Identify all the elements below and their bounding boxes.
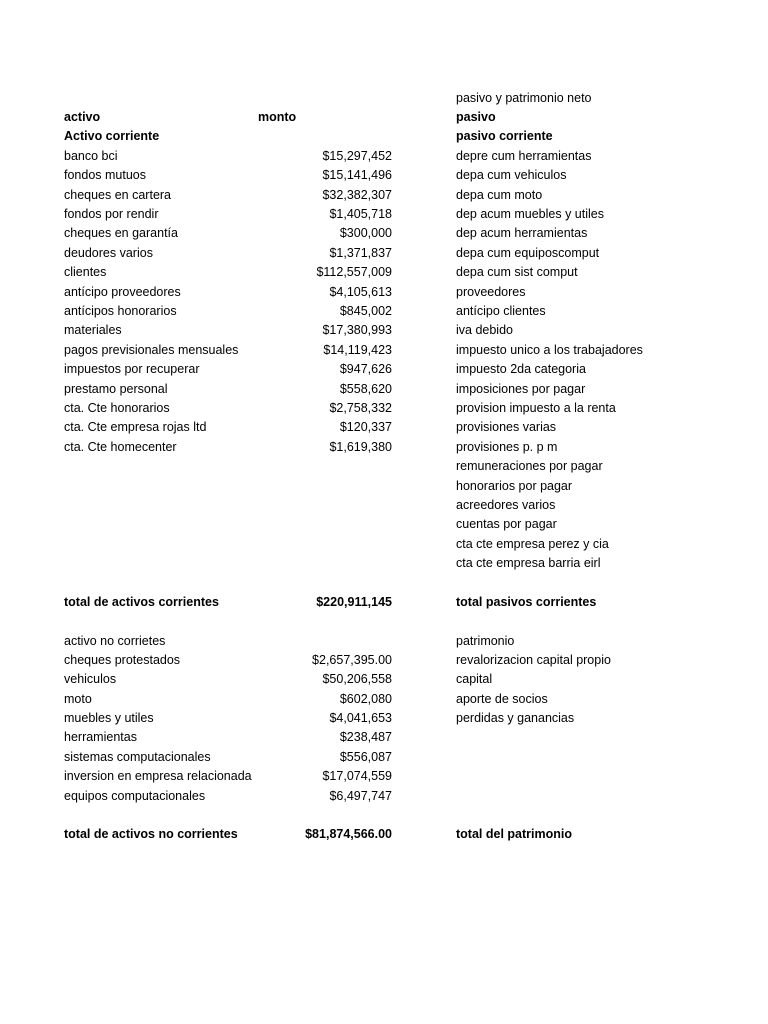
asset-amount: $50,206,558 [322, 672, 392, 686]
asset-row [64, 341, 392, 360]
liability-row [456, 283, 756, 302]
asset-row [64, 728, 392, 747]
asset-label: fondos por rendir [64, 207, 159, 221]
asset-row [64, 205, 392, 224]
liability-label: dep acum muebles y utiles [456, 207, 604, 221]
liability-label: depa cum equiposcomput [456, 246, 600, 260]
asset-row [64, 399, 392, 418]
liability-label: cta cte empresa perez y cia [456, 537, 609, 551]
asset-row [64, 321, 392, 340]
liability-label: impuesto unico a los trabajadores [456, 343, 643, 357]
equity-label: revalorizacion capital propio [456, 653, 611, 667]
equity-label: perdidas y ganancias [456, 711, 575, 725]
asset-row [64, 244, 392, 263]
liability-label: depa cum vehiculos [456, 168, 567, 182]
current-assets-title-row [64, 127, 392, 146]
equity-row [456, 670, 756, 689]
liability-row [456, 515, 756, 534]
asset-label: cta. Cte honorarios [64, 401, 170, 415]
noncurrent-assets-total-label: total de activos no corrientes [64, 827, 238, 841]
asset-label: sistemas computacionales [64, 750, 211, 764]
current-assets-title: Activo corriente [64, 129, 160, 143]
liability-row [456, 205, 756, 224]
asset-amount: $300,000 [339, 226, 392, 240]
liabilities-subtitle-row [456, 108, 756, 127]
assets-header-row [64, 108, 392, 127]
liability-label: remuneraciones por pagar [456, 459, 603, 473]
liability-label: imposiciones por pagar [456, 382, 586, 396]
asset-amount: $4,105,613 [329, 285, 392, 299]
liability-row [456, 341, 756, 360]
liability-row [456, 496, 756, 515]
asset-amount: $112,557,009 [316, 265, 392, 279]
asset-row [64, 651, 392, 670]
asset-label: prestamo personal [64, 382, 168, 396]
liability-row [456, 380, 756, 399]
asset-label: deudores varios [64, 246, 153, 260]
noncurrent-assets-title-row [64, 632, 392, 651]
liability-label: impuesto 2da categoria [456, 362, 586, 376]
liability-label: provisiones varias [456, 420, 557, 434]
liabilities-subtitle: pasivo [456, 110, 496, 124]
asset-row [64, 166, 392, 185]
liability-row [456, 302, 756, 321]
asset-label: moto [64, 692, 92, 706]
asset-row [64, 438, 392, 457]
asset-amount: $14,119,423 [323, 343, 392, 357]
equity-title: patrimonio [456, 634, 515, 648]
liability-row [456, 418, 756, 437]
asset-amount: $17,074,559 [322, 769, 392, 783]
liability-row [456, 457, 756, 476]
asset-amount: $15,141,496 [322, 168, 392, 182]
asset-label: muebles y utiles [64, 711, 154, 725]
liabilities-equity-title: pasivo y patrimonio neto [456, 91, 592, 105]
liability-label: antícipo clientes [456, 304, 546, 318]
asset-amount: $238,487 [339, 730, 392, 744]
liability-label: cuentas por pagar [456, 517, 557, 531]
equity-title-row [456, 632, 756, 651]
liability-row [456, 399, 756, 418]
asset-row [64, 787, 392, 806]
asset-amount: $4,041,653 [329, 711, 392, 725]
asset-row [64, 147, 392, 166]
noncurrent-assets-total-amount: $81,874,566.00 [305, 827, 392, 841]
asset-row [64, 186, 392, 205]
asset-label: impuestos por recuperar [64, 362, 200, 376]
asset-label: clientes [64, 265, 107, 279]
liability-row [456, 147, 756, 166]
asset-amount: $602,080 [339, 692, 392, 706]
current-liabilities-title-row [456, 127, 756, 146]
asset-row [64, 670, 392, 689]
liability-row [456, 438, 756, 457]
liability-row [456, 224, 756, 243]
asset-row [64, 709, 392, 728]
current-liabilities-total-row [456, 593, 756, 612]
liability-label: provision impuesto a la renta [456, 401, 616, 415]
asset-label: antícipo proveedores [64, 285, 181, 299]
asset-label: pagos previsionales mensuales [64, 343, 239, 357]
asset-label: vehiculos [64, 672, 117, 686]
liability-row [456, 263, 756, 282]
current-assets-total-row [64, 593, 392, 612]
asset-label: equipos computacionales [64, 789, 206, 803]
asset-amount: $2,657,395.00 [312, 653, 392, 667]
asset-amount: $15,297,452 [322, 149, 392, 163]
equity-total-row [456, 825, 756, 844]
current-liabilities-title: pasivo corriente [456, 129, 553, 143]
equity-row [456, 690, 756, 709]
asset-label: cta. Cte empresa rojas ltd [64, 420, 207, 434]
asset-label: cta. Cte homecenter [64, 440, 177, 454]
current-assets-total-label: total de activos corrientes [64, 595, 219, 609]
noncurrent-assets-total-row [64, 825, 392, 844]
liability-row [456, 535, 756, 554]
liability-row [456, 166, 756, 185]
liability-label: iva debido [456, 323, 513, 337]
asset-amount: $2,758,332 [329, 401, 392, 415]
asset-amount: $17,380,993 [322, 323, 392, 337]
asset-amount: $845,002 [339, 304, 392, 318]
liability-row [456, 186, 756, 205]
asset-amount: $120,337 [339, 420, 392, 434]
noncurrent-assets-title: activo no corrietes [64, 634, 166, 648]
liability-row [456, 321, 756, 340]
asset-amount: $558,620 [339, 382, 392, 396]
asset-row [64, 283, 392, 302]
current-assets-total-amount: $220,911,145 [316, 595, 392, 609]
asset-row [64, 748, 392, 767]
asset-row [64, 690, 392, 709]
liability-label: dep acum herramientas [456, 226, 588, 240]
liability-row [456, 360, 756, 379]
asset-amount: $1,619,380 [329, 440, 392, 454]
equity-label: aporte de socios [456, 692, 548, 706]
amount-header-label: monto [258, 110, 297, 124]
asset-label: materiales [64, 323, 122, 337]
liability-label: depa cum moto [456, 188, 543, 202]
asset-label: cheques protestados [64, 653, 181, 667]
asset-label: fondos mutuos [64, 168, 146, 182]
equity-total-label: total del patrimonio [456, 827, 572, 841]
assets-header-label: activo [64, 110, 101, 124]
equity-row [456, 709, 756, 728]
equity-row [456, 651, 756, 670]
liability-row [456, 477, 756, 496]
liability-label: cta cte empresa barria eirl [456, 556, 601, 570]
liability-label: proveedores [456, 285, 526, 299]
asset-label: cheques en cartera [64, 188, 172, 202]
liability-label: provisiones p. p m [456, 440, 558, 454]
asset-row [64, 418, 392, 437]
asset-label: cheques en garantía [64, 226, 178, 240]
liability-row [456, 244, 756, 263]
asset-amount: $947,626 [339, 362, 392, 376]
liability-label: depa cum sist comput [456, 265, 578, 279]
asset-amount: $1,371,837 [329, 246, 392, 260]
liability-row [456, 554, 756, 573]
asset-amount: $1,405,718 [329, 207, 392, 221]
liabilities-equity-title-row [456, 89, 756, 108]
asset-label: inversion en empresa relacionada [64, 769, 252, 783]
asset-label: banco bci [64, 149, 118, 163]
asset-row [64, 302, 392, 321]
asset-amount: $6,497,747 [329, 789, 392, 803]
asset-row [64, 360, 392, 379]
liability-label: depre cum herramientas [456, 149, 592, 163]
current-liabilities-total-label: total pasivos corrientes [456, 595, 597, 609]
asset-row [64, 767, 392, 786]
asset-row [64, 224, 392, 243]
asset-label: antícipos honorarios [64, 304, 177, 318]
asset-label: herramientas [64, 730, 137, 744]
asset-amount: $32,382,307 [322, 188, 392, 202]
asset-amount: $556,087 [339, 750, 392, 764]
equity-label: capital [456, 672, 493, 686]
asset-row [64, 380, 392, 399]
asset-row [64, 263, 392, 282]
liability-label: honorarios por pagar [456, 479, 573, 493]
liability-label: acreedores varios [456, 498, 556, 512]
